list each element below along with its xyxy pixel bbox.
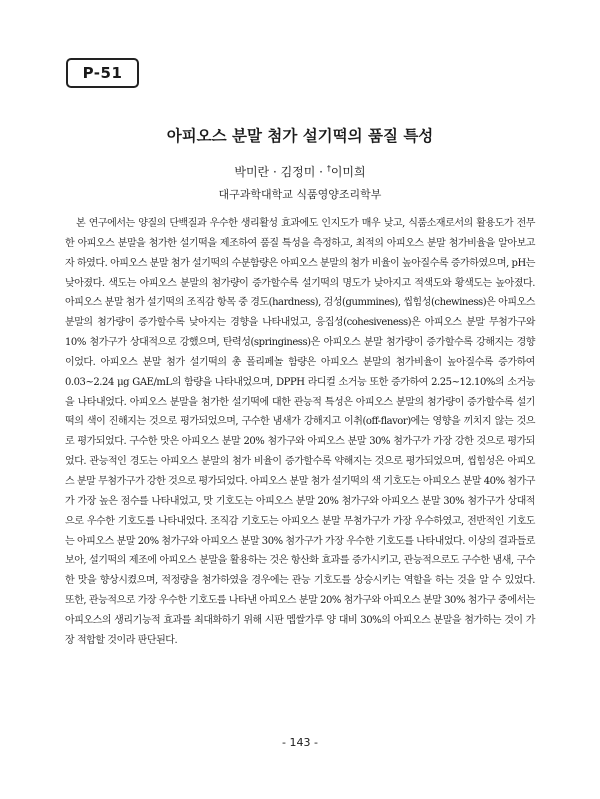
paper-title: 아피오스 분말 첨가 설기떡의 품질 특성 [166, 127, 434, 145]
author-line [0, 163, 600, 180]
page-number: - 143 - [282, 736, 318, 749]
author-names: 박미란 · 김정미 · [234, 165, 327, 179]
corresponding-mark: † [326, 164, 331, 173]
corresponding-author: 이미희 [330, 165, 366, 179]
abstract-body: 본 연구에서는 양질의 단백질과 우수한 생리활성 효과에도 인지도가 매우 낮고, 식품소재로서의 활용도가 전무한 아피오스 분말을 첨가한 설기떡을 제조하여 품질 특성을 측정하고, 최적의 아피오스 분말 첨가비율을 알아보고자 하였다. 아피오스 분말 첨가 설기떡의 수분함량은 아피오스 분말의 첨가 비율이 높아질수록 증가하였으며, pH는 낮아졌다. 색도는 아피오스 분말의 첨가량이 증가할수록 설기떡의 명도가 낮아지고 적색도와 황색도는 높아졌다. 아피오스 분말 첨가 설기떡의 조직감 항목 중 경도(hardness), 검성(gummines), 씹힘성(chewiness)은 아피오스 분말의 첨가량이 증가할수록 낮아지는 경향을 나타내었고, 응집성(cohesiveness)은 아피오스 분말 무첨가구와 10% 첨가구가 상대적으로 강했으며, 탄력성(springiness)은 아피오스 분말 첨가량이 증가할수록 강해지는 경향이었다. 아피오스 분말 첨가 설기떡의 총 폴리페놀 함량은 아피오스 분말의 첨가비율이 높아질수록 증가하여 0.03~2.24 μg GAE/mL의 함량을 나타내었으며, DPPH 라디컬 소거능 또한 증가하여 2.25~12.10%의 소거능을 나타내었다. 아피오스 분말을 첨가한 설기떡에 대한 관능적 특성은 아피오스 분말의 첨가량이 증가할수록 설기떡의 색이 진해지는 것으로 평가되었으며, 구수한 냄새가 강해지고 이취(off-flavor)에는 영향을 끼치지 않는 것으로 평가되었다. 구수한 맛은 아피오스 분말 20% 첨가구와 아피오스 분말 30% 첨가구가 가장 강한 것으로 평가되었다. 관능적인 경도는 아피오스 분말의 첨가 비율이 증가할수록 약해지는 것으로 평가되었으며, 씹힘성은 아피오스 분말 무첨가구가 강한 것으로 평가되었다. 아피오스 분말 첨가 설기떡의 색 기호도는 아피오스 분말 40% 첨가구가 가장 높은 점수를 나타내었고, 맛 기호도는 아피오스 분말 20% 첨가구와 아피오스 분말 30% 첨가구가 상대적으로 우수한 기호도를 나타내었다. 조직감 기호도는 아피오스 분말 무첨가구가 가장 우수하였고, 전반적인 기호도는 아피오스 분말 20% 첨가구와 아피오스 분말 30% 첨가구가 가장 우수한 기호도를 나타내었다. 이상의 결과들로 보아, 설기떡의 제조에 아피오스 분말을 활용하는 것은 항산화 효과를 증가시키고, 관능적으로도 구수한 냄새, 구수한 맛을 향상시켰으며, 적정량을 첨가하였을 경우에는 관능 기호도를 상승시키는 역할을 하는 것을 알 수 있었다. 또한, 관능적으로 가장 우수한 기호도를 나타낸 아피오스 분말 20% 첨가구와 아피오스 분말 30% 첨가구 중에서는 아피오스의 생리기능적 효과를 최대화하기 위해 시판 멥쌀가루 양 대비 30%의 아피오스 분말을 첨가하는 것이 가장 적합할 것이라 판단된다. [65, 218, 535, 646]
affiliation: 대구과학대학교 식품영양조리학부 [218, 188, 382, 201]
poster-id-badge: P-51 [66, 58, 139, 88]
